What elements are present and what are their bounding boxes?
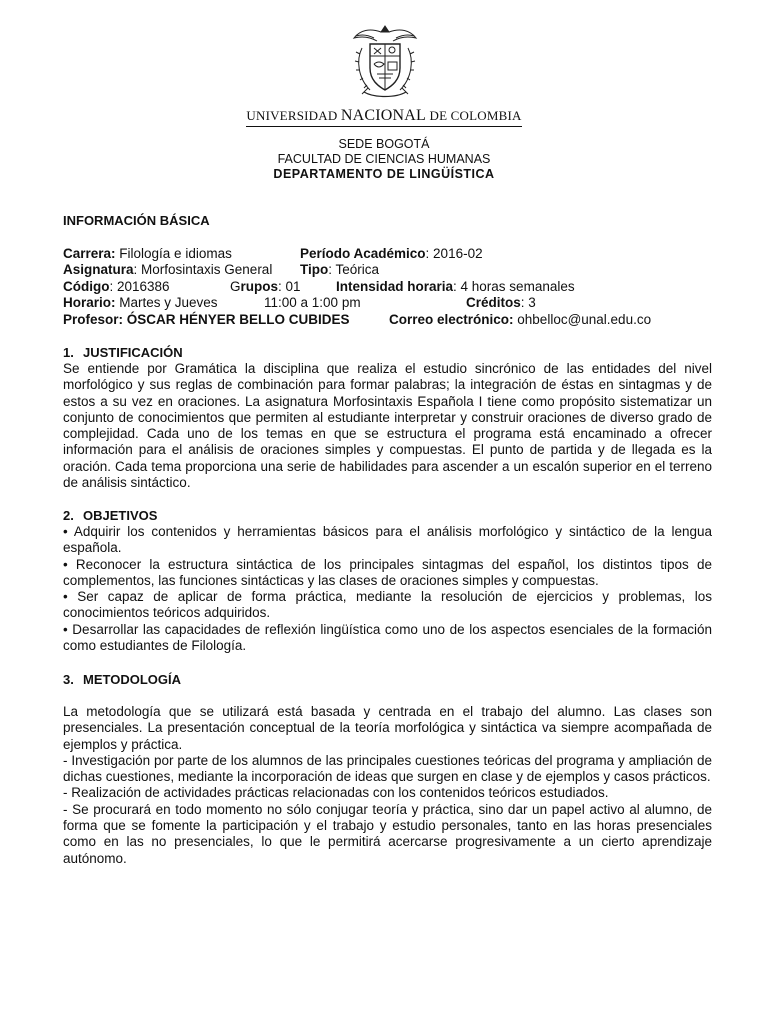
section-title: OBJETIVOS (83, 508, 158, 523)
objetivo-item: • Reconocer la estructura sintáctica de los principales sintagmas del español, los distintos tipos de complementos, las funciones sintácticas y las clases de oraciones simples y compuestas. (63, 556, 712, 588)
metodologia-paragraph: - Investigación por parte de los alumnos de las principales cuestiones teóricas del programa y ampliación de dichas cuestiones, mediante la incorporación de ideas que surgen en clase y de ejemplos y casos prácticos. (63, 752, 712, 785)
metodologia-paragraph: La metodología que se utilizará está basada y centrada en el trabajo del alumno. Las clases son presenciales. La presentación conceptual de la teoría morfológica y sintáctica va siempre acompañada de ejemplos y práctica. (63, 704, 712, 752)
creditos-label: Créditos (466, 295, 521, 310)
grupos-label: rupos (240, 279, 279, 294)
intensidad-label: Intensidad horaria (336, 279, 454, 294)
horario-time: 11:00 a 1:00 pm (264, 295, 361, 310)
section-number: 1. (63, 345, 74, 360)
intensidad-value: : 4 horas semanales (453, 279, 575, 294)
codigo-field (63, 279, 170, 294)
section-number: 3. (63, 672, 74, 687)
horario-field (63, 295, 218, 310)
university-name (0, 107, 768, 127)
university-seal-logo (350, 22, 420, 100)
creditos-value: : 3 (520, 295, 536, 310)
objetivos-list (63, 524, 712, 654)
section-number: 2. (63, 508, 74, 523)
periodo-value: : 2016-02 (425, 246, 483, 261)
university-prefix: UNIVERSIDAD (246, 108, 338, 123)
facultad-heading: FACULTAD DE CIENCIAS HUMANAS (277, 152, 491, 166)
justificacion-paragraph: Se entiende por Gramática la disciplina que realiza el estudio sincrónico de las entidades del nivel morfológico y sus reglas de combinación para formar palabras; la integración de éstas en sintagmas y de estos a su vez en oraciones. La asignatura Morfosintaxis Española I tiene como propósito sistematizar un conjunto de conocimientos que permiten al estudiante interpretar y construir oraciones de diverso grado de complejidad. Cada uno de los temas en que se estructura el programa está encaminado a ofrecer información para el análisis de oraciones simples y compuestas. El punto de partida y de llegada es la oración. Cada tema proporciona una serie de habilidades para ascender a un escalón superior en el terreno de análisis sintáctico. (63, 361, 712, 491)
carrera-label: Carrera: (63, 246, 116, 261)
intensidad-field (336, 279, 575, 294)
tipo-field (300, 262, 379, 277)
carrera-value: Filología e idiomas (115, 246, 232, 261)
codigo-label: Código (63, 279, 110, 294)
objetivos-heading (63, 508, 157, 523)
tipo-label: Tipo (300, 262, 329, 277)
grupos-value: : 01 (278, 279, 301, 294)
correo-field (389, 312, 651, 327)
grupos-label-g: G (230, 279, 241, 294)
correo-label: Correo electrónico: (389, 312, 514, 327)
metodologia-paragraph: - Se procurará en todo momento no sólo conjugar teoría y práctica, sino dar un papel activo al alumno, de forma que se fomente la participación y el trabajo y estudio personales, tanto en las horas presenciales como en las no presenciales, lo que le permitirá acercarse progresivamente a un cierto aprendizaje autónomo. (63, 801, 712, 866)
metodologia-text (63, 704, 712, 867)
objetivo-item: • Desarrollar las capacidades de reflexión lingüística como uno de los aspectos esenciales de la formación como estudiantes de Filología. (63, 621, 712, 654)
university-suffix: DE COLOMBIA (429, 108, 522, 123)
codigo-value: : 2016386 (109, 279, 170, 294)
asignatura-field (63, 262, 272, 277)
metodologia-paragraph: - Realización de actividades prácticas relacionadas con los contenidos teóricos estudiados. (63, 785, 609, 801)
departamento-heading: DEPARTAMENTO DE LINGÜÍSTICA (273, 167, 495, 181)
asignatura-value: : Morfosintaxis General (133, 262, 273, 277)
profesor-label: Profesor: ÓSCAR HÉNYER BELLO CUBIDES (63, 312, 350, 327)
section-title: JUSTIFICACIÓN (83, 345, 183, 360)
asignatura-label: Asignatura (63, 262, 134, 277)
correo-value: ohbelloc@unal.edu.co (513, 312, 652, 327)
periodo-field (300, 246, 483, 261)
profesor-field (63, 312, 350, 327)
horario-label: Horario: (63, 295, 116, 310)
justificacion-text (63, 361, 712, 491)
tipo-value: : Teórica (328, 262, 380, 277)
sede-heading: SEDE BOGOTÁ (338, 137, 430, 151)
basic-info-title: INFORMACIÓN BÁSICA (63, 213, 210, 228)
grupos-field (230, 279, 301, 294)
objetivo-item: • Ser capaz de aplicar de forma práctica, mediante la resolución de ejercicios y problemas, los conocimientos teóricos adquiridos. (63, 589, 712, 621)
university-main: NACIONAL (340, 107, 427, 124)
horario-days: Martes y Jueves (115, 295, 218, 310)
creditos-field (466, 295, 536, 310)
justificacion-heading (63, 345, 183, 360)
carrera-field (63, 246, 232, 261)
section-title: METODOLOGÍA (83, 672, 181, 687)
periodo-label: Período Académico (300, 246, 426, 261)
metodologia-heading (63, 672, 181, 687)
objetivo-item: • Adquirir los contenidos y herramientas básicos para el análisis morfológico y sintáctico de la lengua española. (63, 524, 712, 556)
